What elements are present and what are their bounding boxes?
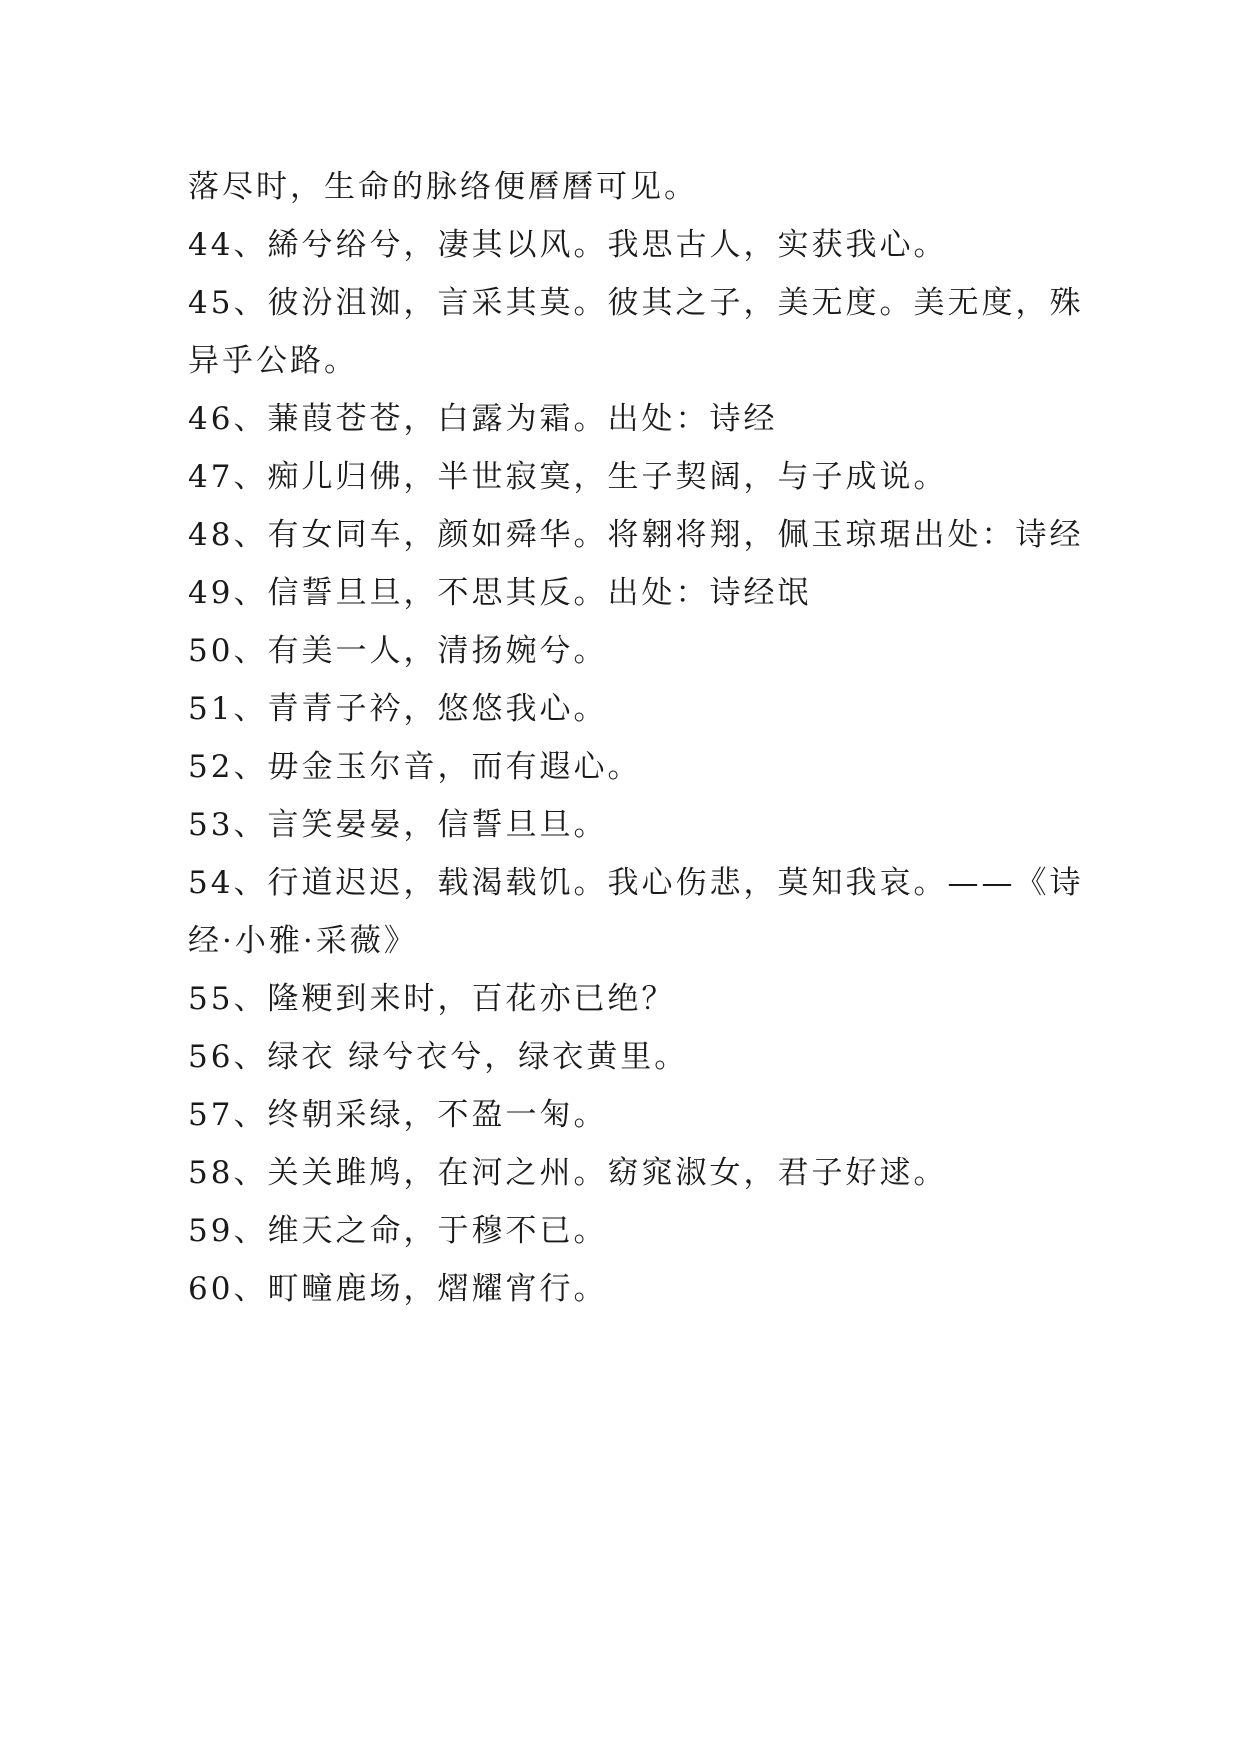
text-line: 46、蒹葭苍苍，白露为霜。出处：诗经	[188, 401, 778, 437]
text-line: 47、痴儿归佛，半世寂寞，生子契阔，与子成说。	[188, 459, 948, 495]
text-line: 50、有美一人，清扬婉兮。	[188, 633, 608, 669]
text-line: 48、有女同车，颜如舜华。将翱将翔，佩玉琼琚出处：诗经	[188, 517, 1084, 553]
text-line: 58、关关雎鸠，在河之州。窈窕淑女，君子好逑。	[188, 1155, 948, 1191]
text-line: 51、青青子衿，悠悠我心。	[188, 691, 608, 727]
text-line: 55、隆粳到来时，百花亦已绝？	[188, 981, 676, 1017]
text-line: 44、絺兮绤兮，凄其以风。我思古人，实获我心。	[188, 227, 948, 263]
text-line: 53、言笑晏晏，信誓旦旦。	[188, 807, 608, 843]
text-line: 异乎公路。	[188, 343, 358, 379]
text-line: 54、行道迟迟，载渴载饥。我心伤悲，莫知我哀。——《诗	[188, 865, 1084, 901]
text-line: 49、信誓旦旦，不思其反。出处：诗经氓	[188, 575, 812, 611]
text-line: 落尽时，生命的脉络便曆曆可见。	[188, 169, 698, 205]
text-line: 56、绿衣 绿兮衣兮，绿衣黄里。	[188, 1039, 689, 1075]
text-line: 经·小雅·采薇》	[188, 923, 418, 959]
text-line: 45、彼汾沮洳，言采其莫。彼其之子，美无度。美无度，殊	[188, 285, 1084, 321]
document-body	[188, 158, 1084, 1318]
text-line: 59、维天之命，于穆不已。	[188, 1213, 608, 1249]
text-line: 57、终朝采绿，不盈一匊。	[188, 1097, 608, 1133]
text-line: 60、町疃鹿场，熠耀宵行。	[188, 1271, 608, 1307]
text-line: 52、毋金玉尔音，而有遐心。	[188, 749, 642, 785]
